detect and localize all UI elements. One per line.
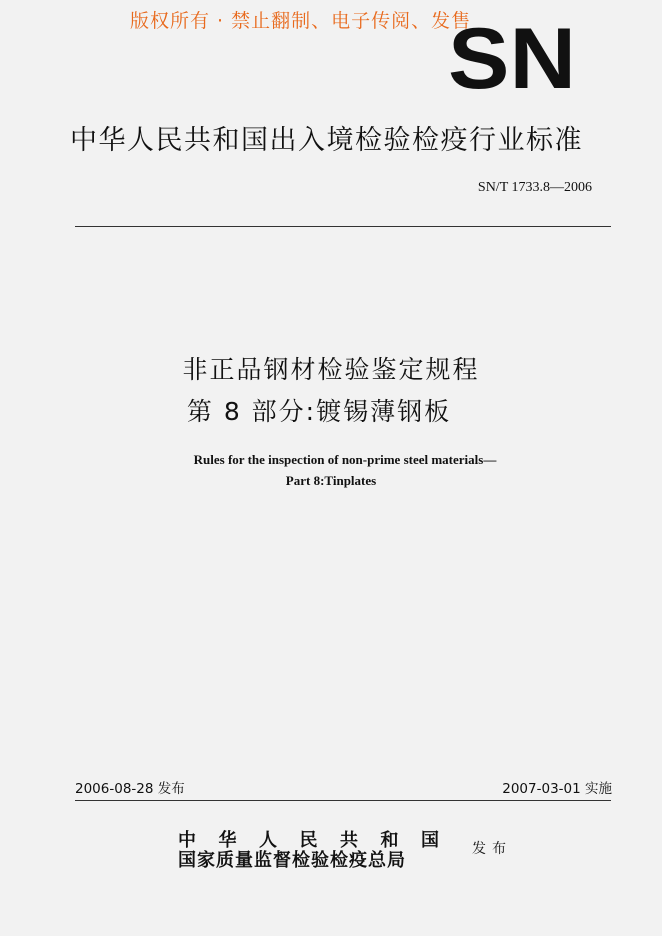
- chinese-title-line-2: 第 8 部分:镀锡薄钢板: [186, 397, 452, 426]
- copyright-watermark: 版权所有 · 禁止翻制、电子传阅、发售: [130, 10, 472, 32]
- english-title-line-1: Rules for the inspection of non-prime steel materials—: [193, 452, 497, 467]
- chinese-title-line-1: 非正品钢材检验鉴定规程: [182, 355, 480, 384]
- implementation-date: 2007-03-01 实施: [502, 781, 612, 797]
- issuer-country: 中华人民共和国: [178, 830, 462, 851]
- top-divider: [75, 226, 611, 227]
- english-title-line-2: Part 8:Tinplates: [285, 473, 377, 488]
- issuer-agency: 国家质量监督检验检疫总局: [178, 850, 406, 871]
- issue-date: 2006-08-28 发布: [75, 781, 185, 797]
- sn-logo: [446, 22, 578, 92]
- bottom-divider: [75, 800, 611, 801]
- standard-category-title: 中华人民共和国出入境检验检疫行业标准: [70, 125, 583, 156]
- standard-number: SN/T 1733.8—2006: [477, 180, 592, 195]
- publish-label: 发布: [472, 841, 512, 857]
- sn-logo-text: SN: [448, 22, 576, 92]
